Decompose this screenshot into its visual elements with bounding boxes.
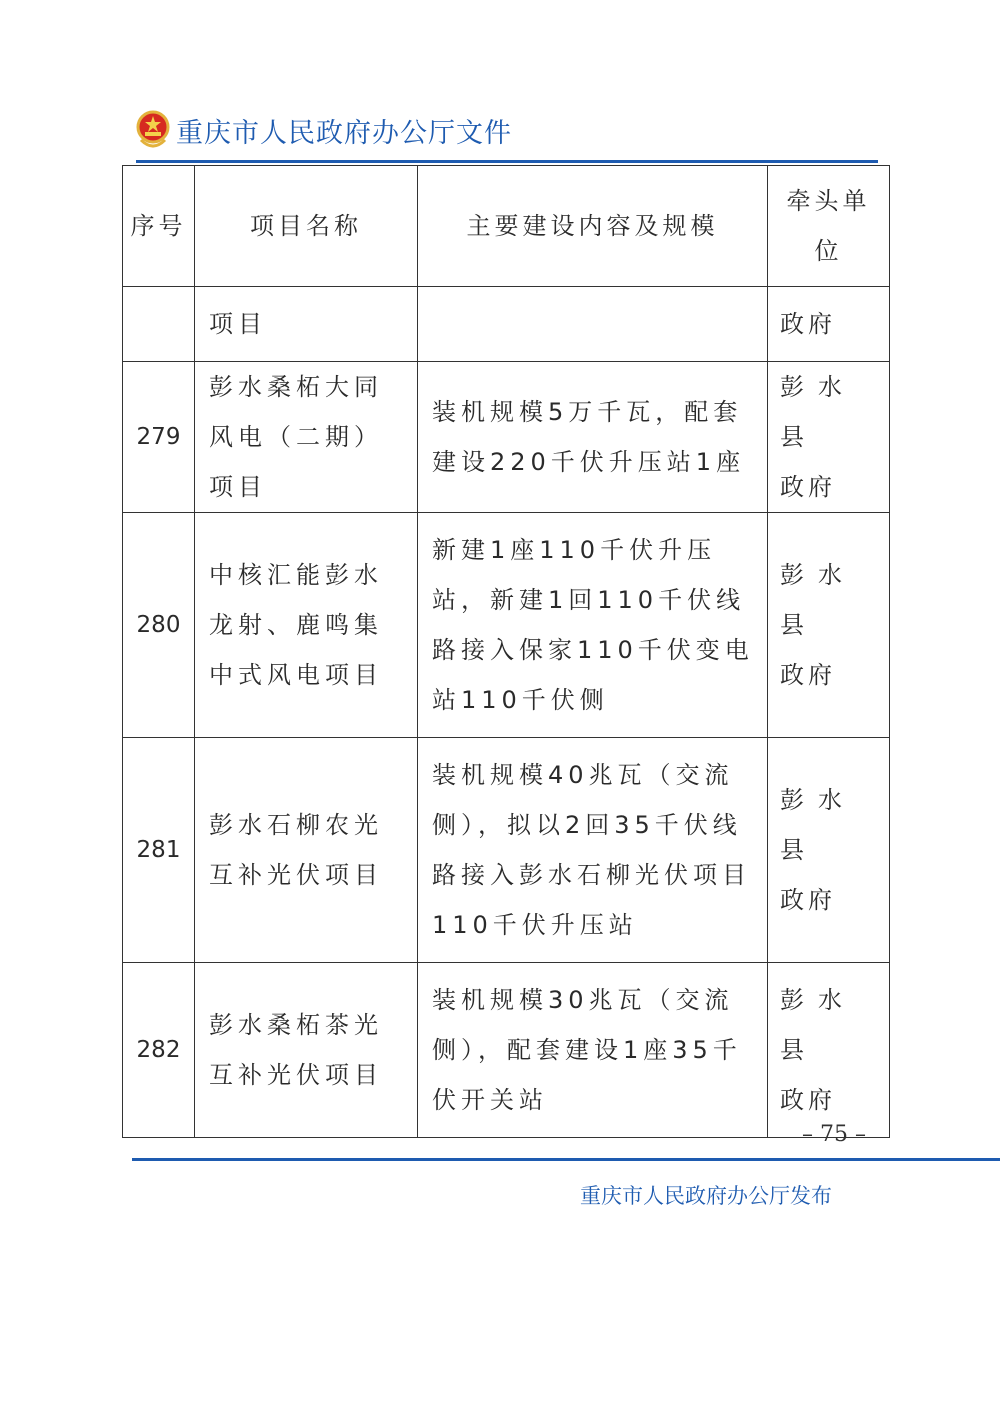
table-row	[123, 287, 890, 362]
page-number: – 75 –	[802, 1122, 866, 1147]
national-emblem-icon	[136, 110, 170, 150]
footer-divider	[132, 1158, 1000, 1161]
table-row	[123, 963, 890, 1138]
row-lead-unit: 彭水县 政府	[768, 513, 890, 738]
column-header-name: 项目名称	[195, 166, 418, 287]
column-header-lead: 牵头单位	[768, 166, 890, 287]
row-project-name: 彭水桑柘大同风电（二期）项目	[195, 362, 418, 513]
row-seq: 281	[123, 738, 195, 963]
project-table	[122, 165, 890, 1138]
document-header	[136, 110, 512, 150]
row-content: 装机规模5万千瓦，配套建设220千伏升压站1座	[418, 362, 768, 513]
row-content	[418, 287, 768, 362]
table-header-row	[123, 166, 890, 287]
footer-publisher: 重庆市人民政府办公厅发布	[580, 1184, 832, 1208]
row-project-name: 中核汇能彭水龙射、鹿鸣集中式风电项目	[195, 513, 418, 738]
row-content: 新建1座110千伏升压站，新建1回110千伏线路接入保家110千伏变电站110千伏侧	[418, 513, 768, 738]
row-seq: 282	[123, 963, 195, 1138]
row-project-name: 彭水石柳农光互补光伏项目	[195, 738, 418, 963]
row-lead-unit: 政府	[768, 287, 890, 362]
row-lead-unit: 彭水县 政府	[768, 963, 890, 1138]
header-title: 重庆市人民政府办公厅文件	[176, 117, 512, 149]
row-content: 装机规模30兆瓦（交流侧），配套建设1座35千伏开关站	[418, 963, 768, 1138]
column-header-seq: 序号	[123, 166, 195, 287]
column-header-content: 主要建设内容及规模	[418, 166, 768, 287]
table-row	[123, 738, 890, 963]
row-project-name: 彭水桑柘茶光互补光伏项目	[195, 963, 418, 1138]
row-content: 装机规模40兆瓦（交流侧），拟以2回35千伏线路接入彭水石柳光伏项目110千伏升压站	[418, 738, 768, 963]
row-lead-unit: 彭水县 政府	[768, 362, 890, 513]
row-seq: 280	[123, 513, 195, 738]
table-row	[123, 362, 890, 513]
row-seq: 279	[123, 362, 195, 513]
row-seq	[123, 287, 195, 362]
header-divider	[136, 160, 878, 163]
table-row	[123, 513, 890, 738]
row-project-name: 项目	[195, 287, 418, 362]
row-lead-unit: 彭水县 政府	[768, 738, 890, 963]
